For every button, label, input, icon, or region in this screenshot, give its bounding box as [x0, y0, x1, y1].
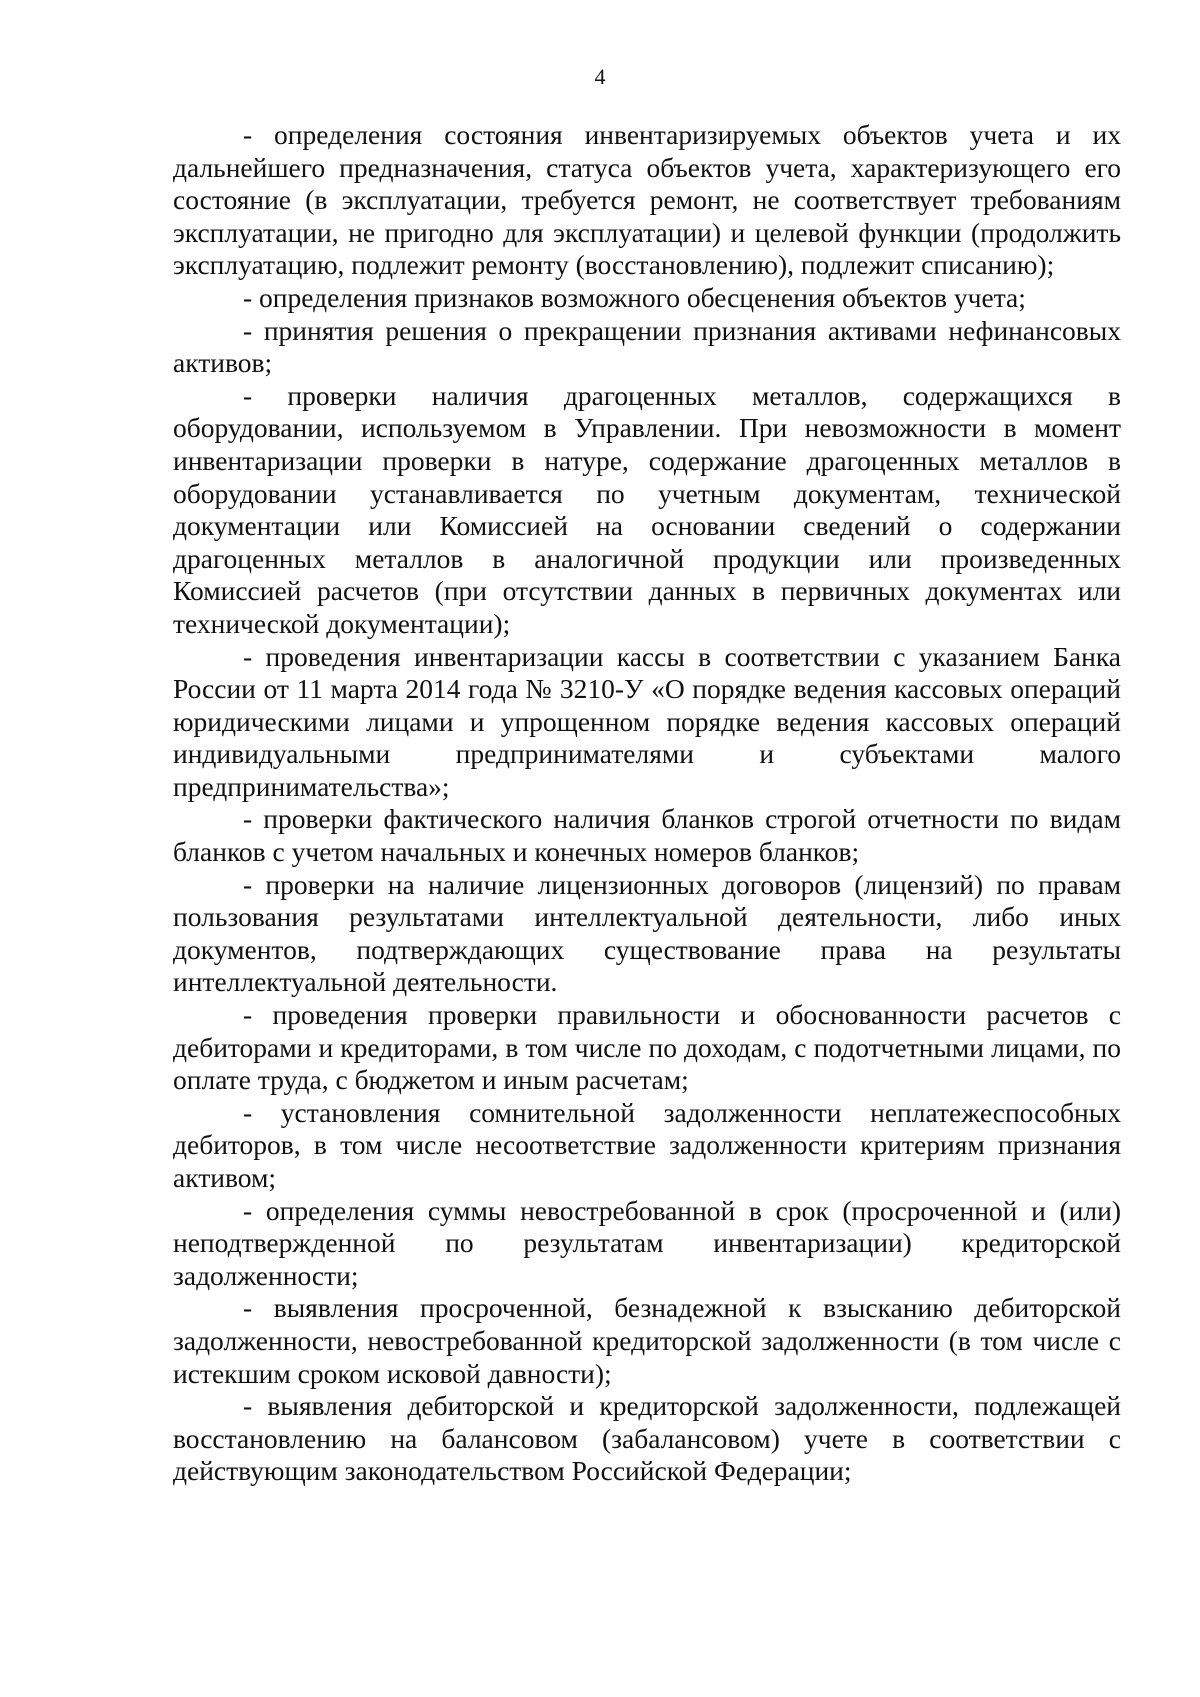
paragraph-9: - установления сомнительной задолженности неплатежеспособных дебиторов, в том числе несоответствие задолженности критериям признания активом; — [173, 1096, 1121, 1193]
paragraph-4: - проверки наличия драгоценных металлов, содержащихся в оборудовании, используемом в Управлении. При невозможности в момент инвентаризации проверки в натуре, содержание драгоценных металлов в оборудовании устанавливается по учетным документам, технической документации или Комиссией на основании сведений о содержании драгоценных металлов в аналогичной продукции или произведенных Комиссией расчетов (при отсутствии данных в первичных документах или технической документации); — [173, 379, 1121, 639]
paragraph-8: - проведения проверки правильности и обоснованности расчетов с дебиторами и кредиторами, в том числе по доходам, с подотчетными лицами, по оплате труда, с бюджетом и иным расчетам; — [173, 999, 1121, 1096]
paragraph-6: - проверки фактического наличия бланков строгой отчетности по видам бланков с учетом начальных и конечных номеров бланков; — [173, 803, 1121, 868]
paragraph-10: - определения суммы невостребованной в срок (просроченной и (или) неподтвержденной по результатам инвентаризации) кредиторской задолженности; — [173, 1194, 1121, 1291]
paragraph-1: - определения состояния инвентаризируемых объектов учета и их дальнейшего предназначения, статуса объектов учета, характеризующего его состояние (в эксплуатации, требуется ремонт, не соответствует требованиям эксплуатации, не пригодно для эксплуатации) и целевой функции (продолжить эксплуатацию, подлежит ремонту (восстановлению), подлежит списанию); — [173, 119, 1121, 281]
paragraph-5: - проведения инвентаризации кассы в соответствии с указанием Банка России от 11 марта 2014 года № 3210-У «О порядке ведения кассовых операций юридическими лицами и упрощенном порядке ведения кассовых операций индивидуальными предпринимателями и субъектами малого предпринимательства»; — [173, 640, 1121, 802]
page-number: 4 — [594, 64, 606, 89]
document-body — [173, 119, 1121, 1488]
paragraph-12: - выявления дебиторской и кредиторской задолженности, подлежащей восстановлению на балансовом (забалансовом) учете в соответствии с действующим законодательством Российской Федерации; — [173, 1390, 1121, 1487]
paragraph-3: - принятия решения о прекращении признания активами нефинансовых активов; — [173, 314, 1121, 379]
paragraph-2: - определения признаков возможного обесценения объектов учета; — [243, 281, 1026, 313]
paragraph-7: - проверки на наличие лицензионных договоров (лицензий) по правам пользования результатами интеллектуальной деятельности, либо иных документов, подтверждающих существование права на результаты интеллектуальной деятельности. — [173, 868, 1121, 998]
paragraph-11: - выявления просроченной, безнадежной к взысканию дебиторской задолженности, невостребованной кредиторской задолженности (в том числе с истекшим сроком исковой давности); — [173, 1292, 1121, 1389]
